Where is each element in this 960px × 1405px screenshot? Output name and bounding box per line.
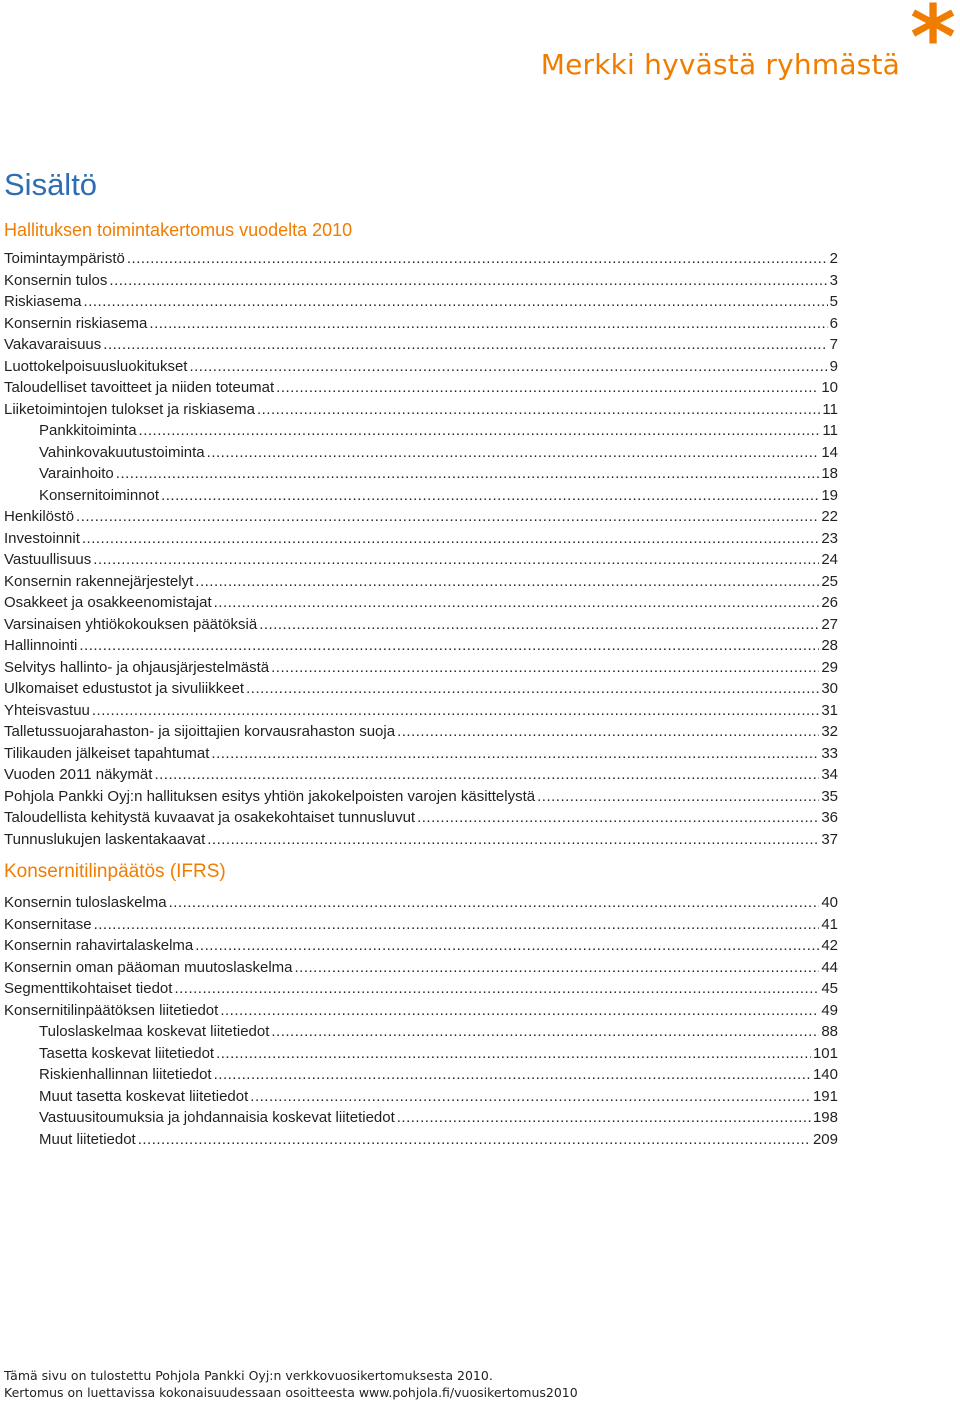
toc-entry[interactable] (4, 807, 838, 829)
dot-leader (257, 399, 820, 421)
toc-entry-label: Luottokelpoisuusluokitukset (4, 357, 188, 375)
toc-page-number: 37 (821, 830, 838, 848)
toc-page-number: 40 (821, 894, 838, 911)
toc-entry-label: Ulkomaiset edustustot ja sivuliikkeet (4, 680, 245, 697)
dot-leader (109, 270, 827, 292)
toc-entry-label: Henkilöstö (4, 508, 75, 525)
toc-page-number: 9 (829, 357, 838, 375)
dot-leader (161, 485, 819, 507)
toc-entry[interactable] (4, 270, 838, 292)
toc-page-number: 18 (821, 465, 838, 482)
toc-page-number: 11 (822, 400, 838, 418)
toc-page-number: 19 (821, 486, 838, 504)
dot-leader (76, 506, 819, 528)
toc-entry[interactable] (4, 678, 838, 700)
toc-entry[interactable] (4, 442, 838, 464)
toc-page-number: 32 (821, 723, 838, 740)
toc-entry-label: Riskienhallinnan liitetiedot (39, 1066, 212, 1083)
dot-leader (214, 1064, 811, 1086)
toc-entry[interactable] (4, 506, 838, 528)
toc-entry-label: Osakkeet ja osakkeenomistajat (4, 594, 212, 611)
dot-leader (82, 528, 819, 550)
toc-entry-label: Tasetta koskevat liitetiedot (39, 1044, 215, 1062)
toc-entry[interactable] (4, 892, 838, 914)
dot-leader (94, 914, 820, 936)
toc-entry-label: Liiketoimintojen tulokset ja riskiasema (4, 400, 255, 418)
toc-page-number: 140 (812, 1066, 838, 1083)
toc-page-number: 41 (821, 915, 838, 933)
dot-leader (220, 1000, 819, 1022)
dot-leader (139, 420, 821, 442)
dot-leader (127, 248, 828, 270)
toc-page-number: 198 (812, 1109, 838, 1126)
toc-entry[interactable] (4, 1043, 838, 1065)
toc-entry[interactable] (4, 957, 838, 979)
toc-entry-label: Vastuusitoumuksia ja johdannaisia koskevat liitetiedot (39, 1109, 395, 1126)
dot-leader (138, 1129, 811, 1151)
dot-leader (246, 678, 819, 700)
toc-entry-label: Konsernin tuloslaskelma (4, 894, 167, 911)
dot-leader (250, 1086, 811, 1108)
toc-entry[interactable] (4, 571, 838, 593)
toc-page-number: 27 (821, 615, 838, 633)
dot-leader (207, 829, 819, 851)
toc-page-number: 6 (829, 314, 838, 332)
dot-leader (276, 377, 819, 399)
dot-leader (189, 356, 827, 378)
toc-page-number: 31 (821, 701, 838, 719)
toc-entry-label: Pankkitoiminta (39, 422, 137, 439)
toc-entry[interactable] (4, 1064, 838, 1086)
toc-entry-label: Konsernin rahavirtalaskelma (4, 937, 194, 954)
toc-entry[interactable] (4, 978, 838, 1000)
dot-leader (169, 892, 820, 914)
toc-page-number: 35 (821, 787, 838, 805)
toc-entry[interactable] (4, 635, 838, 657)
toc-page-number: 29 (821, 658, 838, 676)
toc-page-number: 2 (829, 250, 838, 267)
dot-leader (103, 334, 827, 356)
toc-entry[interactable] (4, 786, 838, 808)
toc-entry[interactable] (4, 764, 838, 786)
toc-entry-label: Selvitys hallinto- ja ohjausjärjestelmästä (4, 658, 270, 676)
dot-leader (174, 978, 819, 1000)
footer-line: Tämä sivu on tulostettu Pohjola Pankki Oyj:n verkkovuosikertomuksesta 2010. (4, 1368, 493, 1383)
toc-entry-label: Konsernin riskiasema (4, 314, 148, 332)
toc-page-number: 26 (821, 594, 838, 611)
toc-entry-label: Tuloslaskelmaa koskevat liitetiedot (39, 1023, 270, 1040)
dot-leader (271, 657, 819, 679)
toc-page-number: 3 (829, 271, 838, 289)
toc-entry-label: Investoinnit (4, 529, 80, 547)
toc-entry-label: Vakavaraisuus (4, 336, 102, 353)
toc-page-number: 22 (821, 508, 838, 525)
toc-entry[interactable] (4, 1086, 838, 1108)
toc-entry-label: Segmenttikohtaiset tiedot (4, 980, 173, 997)
toc-entry-label: Taloudellista kehitystä kuvaavat ja osakekohtaiset tunnusluvut (4, 809, 416, 826)
dot-leader (271, 1021, 819, 1043)
toc-entry-label: Yhteisvastuu (4, 701, 90, 719)
toc-page-number: 101 (812, 1044, 838, 1062)
toc-list (4, 892, 838, 1150)
toc-entry[interactable] (4, 829, 838, 851)
footer-line: Kertomus on luettavissa kokonaisuudessaan osoitteesta www.pohjola.fi/vuosikertomus2010 (4, 1385, 578, 1400)
toc-entry-label: Muut tasetta koskevat liitetiedot (39, 1087, 249, 1105)
toc-entry-label: Vahinkovakuutustoiminta (39, 443, 205, 461)
dot-leader (93, 549, 819, 571)
toc-entry[interactable] (4, 657, 838, 679)
toc-page-number: 7 (829, 336, 838, 353)
dot-leader (79, 635, 819, 657)
page-title: Sisältö (4, 167, 98, 202)
brand-tagline: Merkki hyvästä ryhmästä (540, 48, 900, 81)
toc-entry[interactable] (4, 334, 838, 356)
toc-section-board-report (4, 218, 838, 850)
dot-leader (295, 957, 820, 979)
dot-leader (195, 571, 819, 593)
toc-entry-label: Riskiasema (4, 293, 82, 310)
toc-page-number: 191 (812, 1087, 838, 1105)
toc-page-number: 49 (821, 1001, 838, 1019)
dot-leader (216, 1043, 811, 1065)
toc-entry-label: Konsernitoiminnot (39, 486, 160, 504)
toc-entry[interactable] (4, 1107, 838, 1129)
toc-page-number: 28 (821, 637, 838, 654)
dot-leader (92, 700, 819, 722)
toc-page-number: 34 (821, 766, 838, 783)
toc-entry-label: Muut liitetiedot (39, 1130, 136, 1148)
toc-entry[interactable] (4, 377, 838, 399)
dot-leader (537, 786, 819, 808)
toc-entry-label: Pohjola Pankki Oyj:n hallituksen esitys yhtiön jakokelpoisten varojen käsittelystä (4, 787, 536, 805)
dot-leader (397, 721, 819, 743)
dot-leader (259, 614, 819, 636)
toc-entry-label: Konsernin rakennejärjestelyt (4, 572, 194, 590)
toc-entry-label: Talletussuojarahaston- ja sijoittajien korvausrahaston suoja (4, 723, 396, 740)
toc-page-number: 45 (821, 980, 838, 997)
toc-entry-label: Konsernitase (4, 915, 92, 933)
toc-entry-label: Tilikauden jälkeiset tapahtumat (4, 744, 210, 762)
toc-entry-label: Vastuullisuus (4, 551, 92, 568)
toc-entry[interactable] (4, 248, 838, 270)
toc-entry[interactable] (4, 721, 838, 743)
toc-entry-label: Konsernin tulos (4, 271, 108, 289)
section-heading: Hallituksen toimintakertomus vuodelta 2010 (4, 220, 353, 240)
toc-entry[interactable] (4, 399, 838, 421)
toc-page-number: 24 (821, 551, 838, 568)
toc-page-number: 44 (821, 958, 838, 976)
dot-leader (207, 442, 820, 464)
dot-leader (417, 807, 819, 829)
toc-entry[interactable] (4, 313, 838, 335)
toc-page-number: 23 (821, 529, 838, 547)
toc-page-number: 11 (822, 422, 838, 439)
toc-entry[interactable] (4, 420, 838, 442)
toc-list (4, 248, 838, 850)
toc-entry[interactable] (4, 1000, 838, 1022)
dot-leader (84, 291, 828, 313)
toc-entry[interactable] (4, 356, 838, 378)
toc-page-number: 88 (821, 1023, 838, 1040)
section-heading: Konsernitilinpäätös (IFRS) (4, 861, 226, 882)
toc-page-number: 5 (829, 293, 838, 310)
toc-entry[interactable] (4, 1129, 838, 1151)
toc-entry[interactable] (4, 1021, 838, 1043)
toc-entry-label: Tunnuslukujen laskentakaavat (4, 830, 206, 848)
toc-page-number: 14 (821, 443, 838, 461)
dot-leader (211, 743, 819, 765)
dot-leader (214, 592, 820, 614)
brand-asterisk-logo: * (909, 0, 956, 89)
dot-leader (154, 764, 819, 786)
toc-page-number: 36 (821, 809, 838, 826)
toc-entry-label: Konsernitilinpäätöksen liitetiedot (4, 1001, 219, 1019)
toc-entry[interactable] (4, 700, 838, 722)
toc-entry[interactable] (4, 614, 838, 636)
toc-page-number: 42 (821, 937, 838, 954)
toc-entry[interactable] (4, 914, 838, 936)
toc-entry-label: Toimintaympäristö (4, 250, 125, 267)
dot-leader (397, 1107, 811, 1129)
toc-page-number: 33 (821, 744, 838, 762)
toc-entry[interactable] (4, 549, 838, 571)
toc-page-number: 25 (821, 572, 838, 590)
toc-entry-label: Vuoden 2011 näkymät (4, 766, 153, 783)
toc-entry[interactable] (4, 743, 838, 765)
toc-entry-label: Konsernin oman pääoman muutoslaskelma (4, 958, 293, 976)
print-footer (4, 1367, 578, 1401)
toc-entry[interactable] (4, 528, 838, 550)
toc-entry-label: Hallinnointi (4, 637, 78, 654)
toc-page-number: 209 (812, 1130, 838, 1148)
toc-entry-label: Varainhoito (39, 465, 114, 482)
toc-entry[interactable] (4, 291, 838, 313)
dot-leader (116, 463, 820, 485)
toc-entry[interactable] (4, 485, 838, 507)
dot-leader (149, 313, 827, 335)
toc-section-ifrs (4, 860, 838, 1150)
toc-page-number: 10 (821, 379, 838, 396)
toc-entry-label: Varsinaisen yhtiökokouksen päätöksiä (4, 615, 258, 633)
toc-entry[interactable] (4, 935, 838, 957)
toc-entry[interactable] (4, 463, 838, 485)
toc-entry-label: Taloudelliset tavoitteet ja niiden toteumat (4, 379, 275, 396)
toc-entry[interactable] (4, 592, 838, 614)
toc-page-number: 30 (821, 680, 838, 697)
dot-leader (195, 935, 819, 957)
